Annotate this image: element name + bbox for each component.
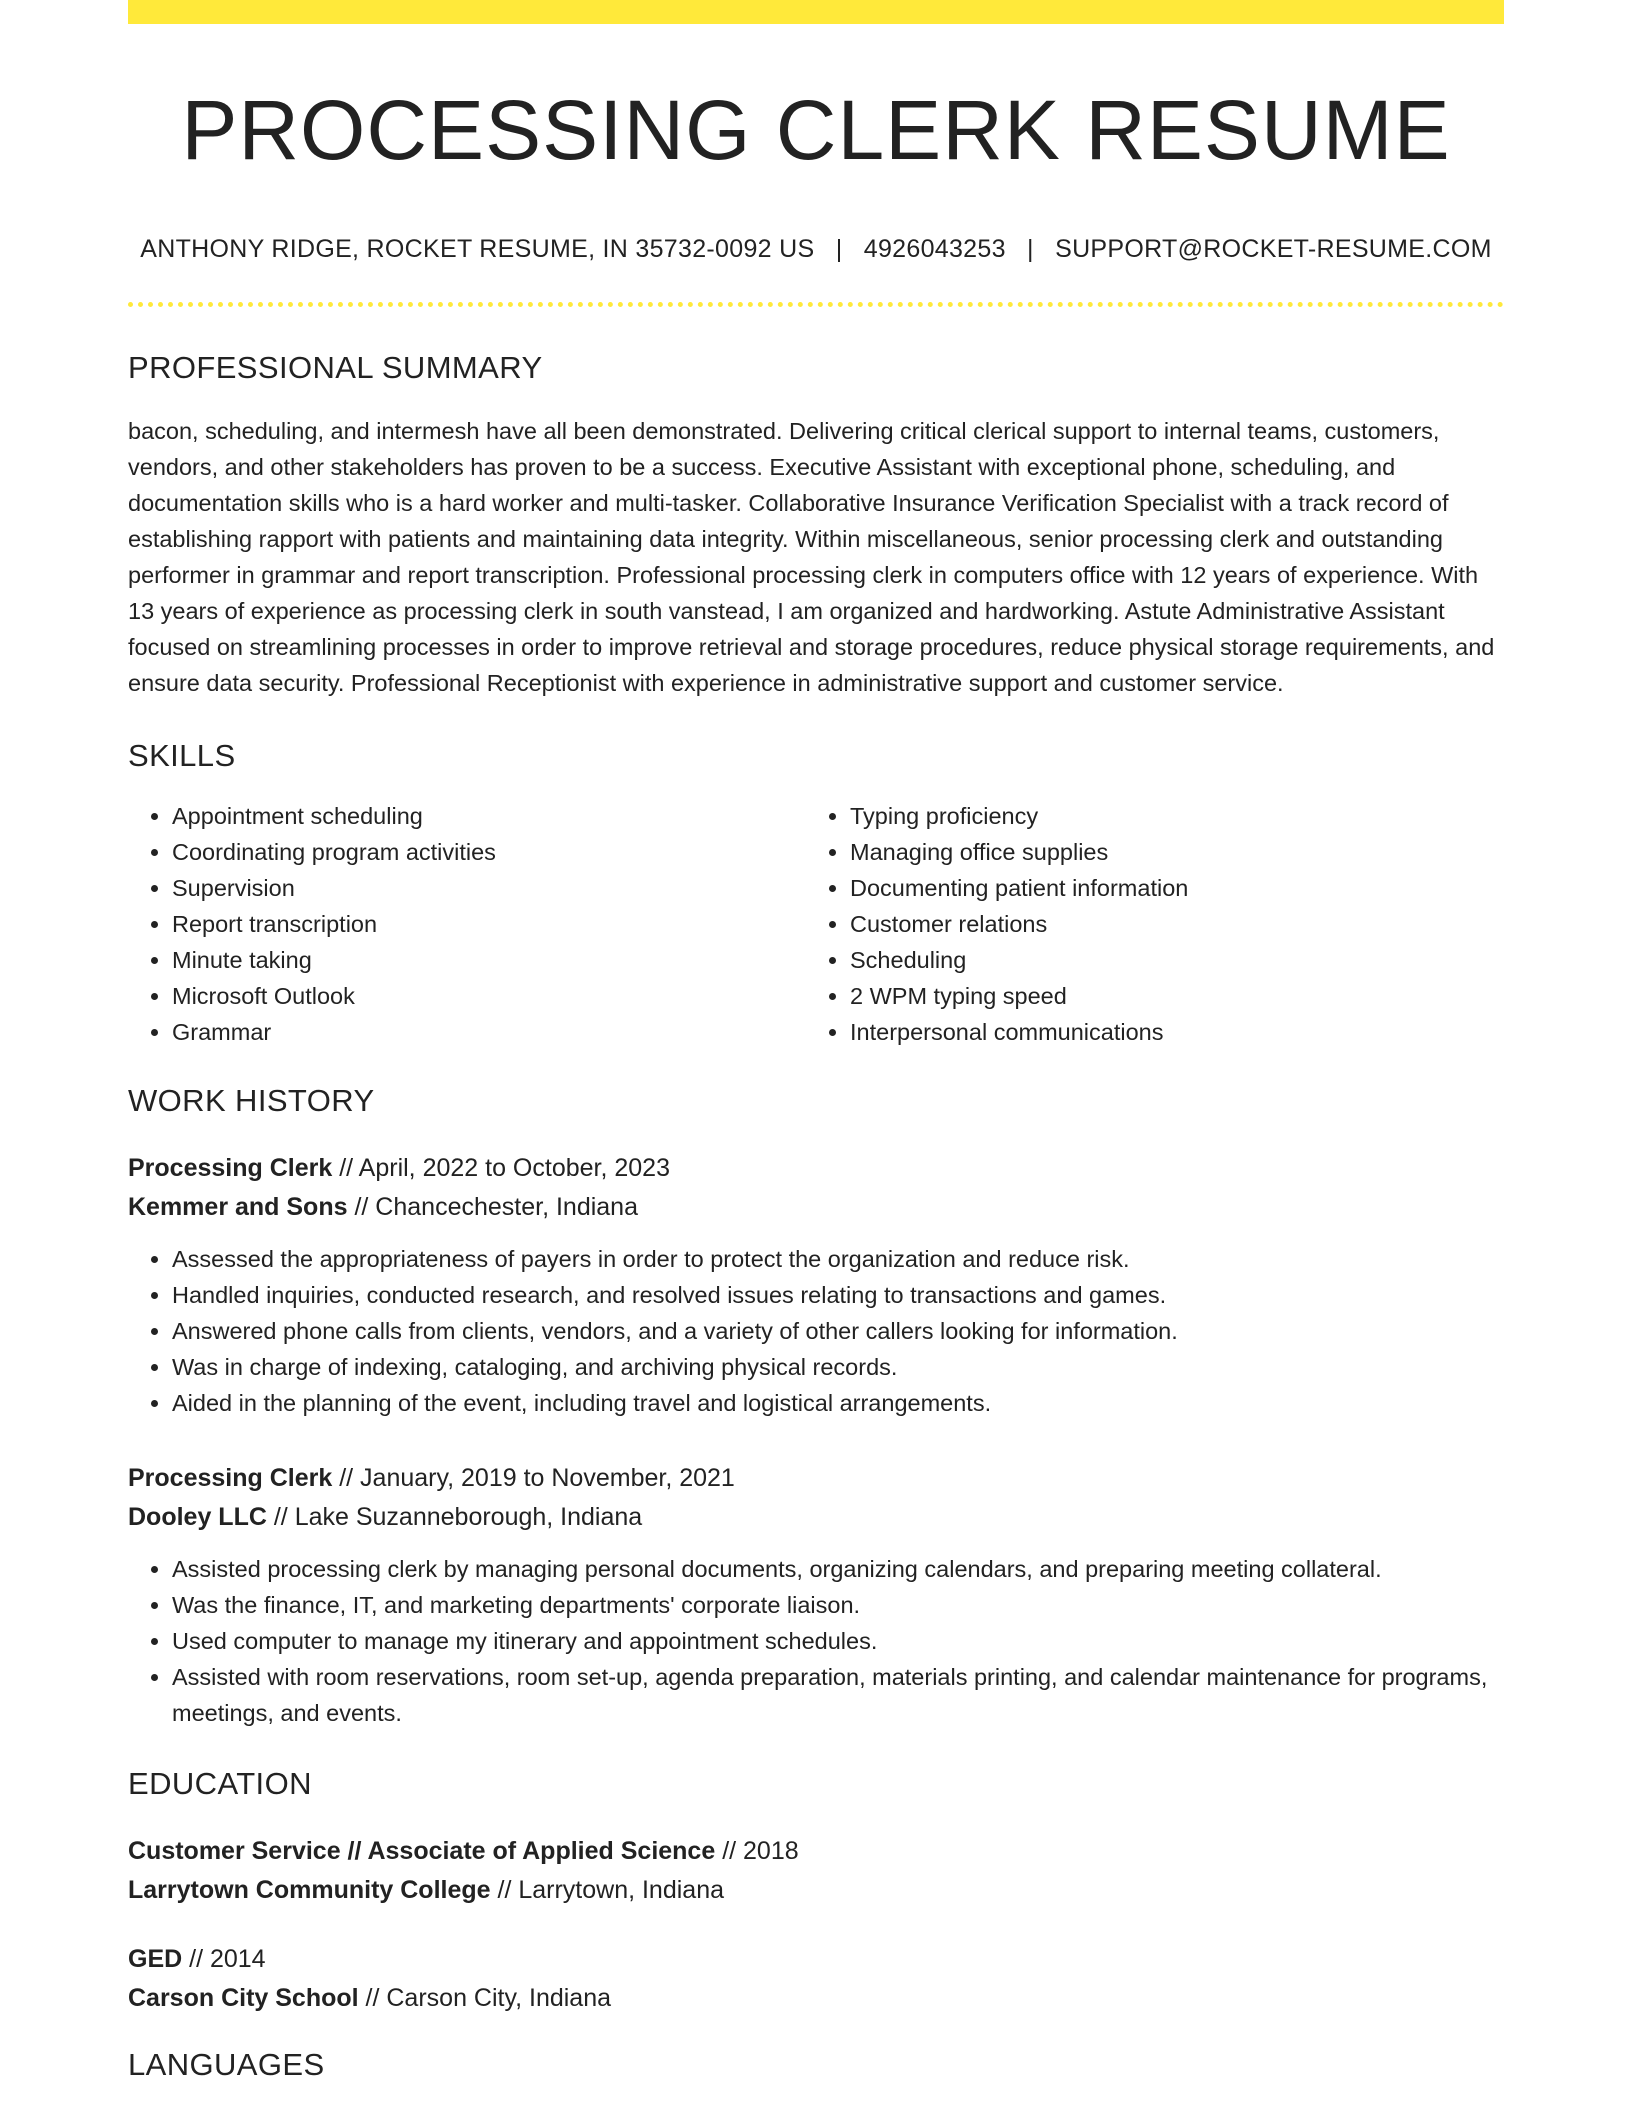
education-degree-line <box>128 1832 1504 1871</box>
job-title: Processing Clerk <box>128 1153 333 1182</box>
education-school-line <box>128 1871 1504 1910</box>
job-entry <box>128 1459 1504 1731</box>
job-title: Processing Clerk <box>128 1463 333 1492</box>
job-dates: // April, 2022 to October, 2023 <box>332 1153 670 1182</box>
education-school-line <box>128 1979 1504 2018</box>
job-title-line <box>128 1459 1504 1498</box>
skill-item: • Scheduling <box>850 942 1484 978</box>
skill-item: • Microsoft Outlook <box>172 978 806 1014</box>
job-dates: // January, 2019 to November, 2021 <box>332 1463 735 1492</box>
job-bullet: • Assisted with room reservations, room set-up, agenda preparation, materials printing, and calendar maintenance for programs, meetings, and events. <box>172 1659 1504 1731</box>
education-location: // Larrytown, Indiana <box>490 1876 725 1905</box>
job-company: Dooley LLC <box>128 1502 267 1531</box>
job-bullet: • Was the finance, IT, and marketing departments' corporate liaison. <box>172 1587 1504 1623</box>
skills-column-left <box>128 798 806 1050</box>
education-school: Carson City School <box>128 1984 359 2013</box>
job-location: // Chancechester, Indiana <box>347 1192 638 1221</box>
job-bullet: • Aided in the planning of the event, including travel and logistical arrangements. <box>172 1385 1504 1421</box>
job-company-line <box>128 1188 1504 1227</box>
education-entry <box>128 1832 1504 1910</box>
education-location: // Carson City, Indiana <box>358 1984 612 2013</box>
skill-item: • Coordinating program activities <box>172 834 806 870</box>
job-bullet: • Was in charge of indexing, cataloging, and archiving physical records. <box>172 1349 1504 1385</box>
skill-item: • Interpersonal communications <box>850 1014 1484 1050</box>
job-bullet: • Answered phone calls from clients, vendors, and a variety of other callers looking for information. <box>172 1313 1504 1349</box>
languages-heading: LANGUAGES <box>128 2047 325 2083</box>
job-bullet: • Handled inquiries, conducted research, and resolved issues relating to transactions and games. <box>172 1277 1504 1313</box>
contact-line <box>128 234 1504 264</box>
job-location: // Lake Suzanneborough, Indiana <box>266 1502 643 1531</box>
job-bullet: • Assessed the appropriateness of payers in order to protect the organization and reduce risk. <box>172 1241 1504 1277</box>
work-history-heading: WORK HISTORY <box>128 1082 375 1118</box>
contact-phone: 4926043253 <box>863 235 1006 264</box>
skills-heading: SKILLS <box>128 737 236 773</box>
job-title-line <box>128 1149 1504 1188</box>
job-bullet: • Assisted processing clerk by managing personal documents, organizing calendars, and preparing meeting collateral. <box>172 1551 1504 1587</box>
contact-address: ANTHONY RIDGE, ROCKET RESUME, IN 35732-0092 US <box>140 235 815 264</box>
education-degree: GED <box>128 1945 183 1974</box>
skills-column-right <box>806 798 1484 1050</box>
skill-item: • Customer relations <box>850 906 1484 942</box>
skills-list <box>128 798 1504 1050</box>
education-degree-line <box>128 1940 1504 1979</box>
education-degree: Customer Service // Associate of Applied Science <box>128 1837 716 1866</box>
resume-page <box>128 0 1504 2083</box>
job-bullet: • Used computer to manage my itinerary and appointment schedules. <box>172 1623 1504 1659</box>
education-heading: EDUCATION <box>128 1765 312 1801</box>
summary-text: bacon, scheduling, and intermesh have all been demonstrated. Delivering critical clerical support to internal teams, customers, vendors, and other stakeholders has proven to be a success. Executive Assistant with exceptional phone, scheduling, and documentation skills who is a hard worker and multi-tasker. Collaborative Insurance Verification Specialist with a track record of establishing rapport with patients and maintaining data integrity. Within miscellaneous, senior processing clerk and outstanding performer in grammar and report transcription. Professional processing clerk in computers office with 12 years of experience. With 13 years of experience as processing clerk in south vanstead, I am organized and hardworking. Astute Administrative Assistant focused on streamlining processes in order to improve retrieval and storage procedures, reduce physical storage requirements, and ensure data security. Professional Receptionist with experience in administrative support and customer service. <box>128 417 1495 696</box>
top-accent-bar <box>128 0 1504 24</box>
job-bullets <box>128 1551 1504 1731</box>
dotted-divider <box>128 302 1504 307</box>
skill-item: • Appointment scheduling <box>172 798 806 834</box>
skill-item: • Supervision <box>172 870 806 906</box>
job-company: Kemmer and Sons <box>128 1192 348 1221</box>
skill-item: • Documenting patient information <box>850 870 1484 906</box>
skill-item: • Grammar <box>172 1014 806 1050</box>
education-school: Larrytown Community College <box>128 1876 491 1905</box>
summary-heading: PROFESSIONAL SUMMARY <box>128 350 543 386</box>
job-company-line <box>128 1498 1504 1537</box>
skill-item: • Managing office supplies <box>850 834 1484 870</box>
education-entry <box>128 1940 1504 2018</box>
education-year: // 2018 <box>715 1837 799 1866</box>
job-bullets <box>128 1241 1504 1421</box>
skill-item: • 2 WPM typing speed <box>850 978 1484 1014</box>
contact-email[interactable]: SUPPORT@ROCKET-RESUME.COM <box>1055 235 1492 264</box>
contact-separator: | <box>1027 235 1034 264</box>
skill-item: • Report transcription <box>172 906 806 942</box>
education-year: // 2014 <box>182 1945 266 1974</box>
job-entry <box>128 1149 1504 1421</box>
contact-separator: | <box>835 235 843 264</box>
skill-item: • Typing proficiency <box>850 798 1484 834</box>
skill-item: • Minute taking <box>172 942 806 978</box>
resume-title: PROCESSING CLERK RESUME <box>181 83 1451 177</box>
